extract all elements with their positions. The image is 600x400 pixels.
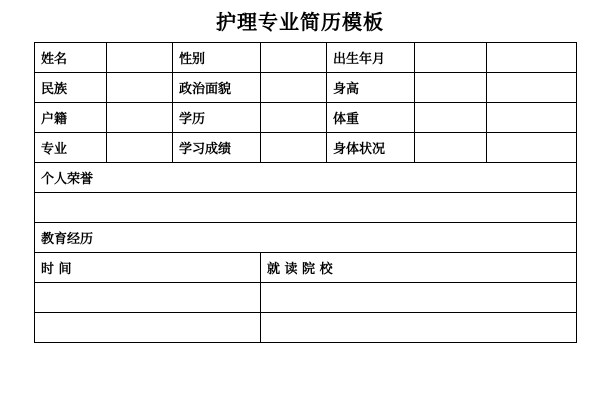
table-row: [35, 103, 577, 133]
education-cell-time[interactable]: [35, 313, 261, 343]
field-value-photo-3[interactable]: [487, 103, 577, 133]
section-row-education-heading: [35, 223, 577, 253]
field-value-weight[interactable]: [415, 103, 487, 133]
field-value-household[interactable]: [107, 103, 173, 133]
field-label-grades: 学习成绩: [173, 133, 261, 163]
field-label-political-status: 政治面貌: [173, 73, 261, 103]
field-label-height: 身高: [327, 73, 415, 103]
education-header-row: [35, 253, 577, 283]
field-value-grades[interactable]: [261, 133, 327, 163]
resume-table: [34, 42, 577, 343]
field-label-gender: 性别: [173, 43, 261, 73]
education-row: [35, 313, 577, 343]
field-value-photo[interactable]: [487, 43, 577, 73]
field-value-birthdate[interactable]: [415, 43, 487, 73]
field-label-household: 户籍: [35, 103, 107, 133]
field-value-name[interactable]: [107, 43, 173, 73]
section-row-honors-heading: [35, 163, 577, 193]
section-heading-education-experience: 教育经历: [35, 223, 577, 253]
table-row: [35, 73, 577, 103]
education-column-header-school: 就 读 院 校: [261, 253, 577, 283]
section-row-honors-body: [35, 193, 577, 223]
education-row: [35, 283, 577, 313]
field-label-name: 姓名: [35, 43, 107, 73]
field-label-birthdate: 出生年月: [327, 43, 415, 73]
page-title: 护理专业简历模板: [216, 10, 384, 34]
field-label-ethnicity: 民族: [35, 73, 107, 103]
field-value-education[interactable]: [261, 103, 327, 133]
education-cell-time[interactable]: [35, 283, 261, 313]
section-heading-personal-honors: 个人荣誉: [35, 163, 577, 193]
field-label-health: 身体状况: [327, 133, 415, 163]
field-label-weight: 体重: [327, 103, 415, 133]
field-label-major: 专业: [35, 133, 107, 163]
field-value-gender[interactable]: [261, 43, 327, 73]
field-value-major[interactable]: [107, 133, 173, 163]
table-row: [35, 133, 577, 163]
field-value-height[interactable]: [415, 73, 487, 103]
education-cell-school[interactable]: [261, 313, 577, 343]
field-label-education: 学历: [173, 103, 261, 133]
field-value-ethnicity[interactable]: [107, 73, 173, 103]
section-body-personal-honors[interactable]: [35, 193, 577, 223]
education-column-header-time: 时 间: [35, 253, 261, 283]
field-value-political-status[interactable]: [261, 73, 327, 103]
field-value-health[interactable]: [415, 133, 487, 163]
education-cell-school[interactable]: [261, 283, 577, 313]
field-value-photo-4[interactable]: [487, 133, 577, 163]
table-row: [35, 43, 577, 73]
field-value-photo-2[interactable]: [487, 73, 577, 103]
